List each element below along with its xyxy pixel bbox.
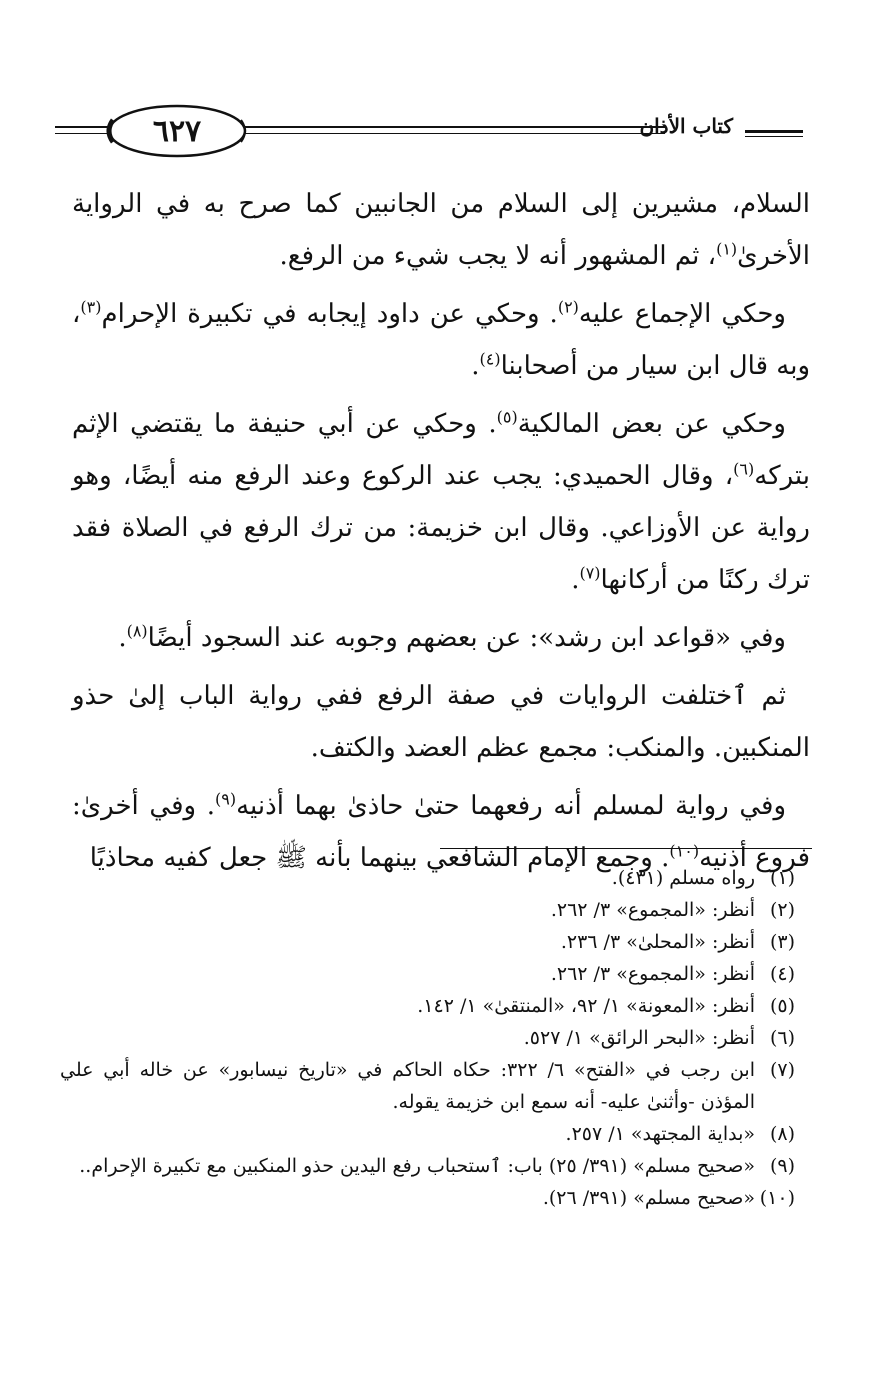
footnote <box>60 1054 795 1118</box>
paragraph <box>72 670 810 774</box>
page-number-frame <box>103 102 251 160</box>
footnote-number: (١٠) <box>759 1187 795 1209</box>
footnote-number: (٨) <box>769 1123 795 1145</box>
footnote-number: (٥) <box>769 995 795 1017</box>
footnote-number: (٧) <box>769 1059 795 1081</box>
paragraph-text: . وجمع الإمام الشافعي بينهما بأنه ﷺ جعل كفيه محاذيًا <box>89 843 670 873</box>
footnote-number: (٩) <box>769 1155 795 1177</box>
footnote-text: أنظر: «المجموع» ٣/ ٢٦٢. <box>550 963 755 985</box>
paragraph-text: . وحكي عن داود إيجابه في تكبيرة الإحرام <box>101 299 558 329</box>
footnote-text: رواه مسلم (٤٣١). <box>611 867 755 889</box>
paragraph <box>72 178 810 282</box>
footnote-reference: (٥) <box>496 407 518 427</box>
paragraph <box>72 288 810 392</box>
paragraph-text: . وحكي عن أبي حنيفة ما يقتضي الإثم بتركه <box>72 409 810 491</box>
footnote-text: «بداية المجتهد» ١/ ٢٥٧. <box>565 1123 755 1145</box>
paragraph-text: وحكي عن بعض المالكية <box>517 409 786 439</box>
footnote-text: أنظر: «البحر الرائق» ١/ ٥٢٧. <box>523 1027 755 1049</box>
book-title: كتاب الأذان <box>639 114 733 138</box>
paragraph-text: . <box>118 623 127 653</box>
paragraph <box>72 612 810 664</box>
footnote-reference: (١) <box>716 239 738 259</box>
footnote-separator <box>440 848 812 849</box>
footnote <box>60 990 795 1022</box>
header-dash <box>745 130 803 133</box>
header-rule-middle-thin <box>245 133 665 134</box>
footnote-number: (١) <box>769 867 795 889</box>
footnote-text: «صحيح مسلم» (٣٩١/ ٢٥) باب: ٱستحباب رفع اليدين حذو المنكبين مع تكبيرة الإحرام.. <box>79 1155 755 1177</box>
footnotes <box>60 862 795 1214</box>
footnote-number: (٤) <box>769 963 795 985</box>
footnote <box>60 862 795 894</box>
footnote-reference: (٨) <box>126 621 148 641</box>
paragraph-text: وحكي الإجماع عليه <box>578 299 786 329</box>
paragraph-text: ، ثم المشهور أنه لا يجب شيء من الرفع. <box>279 241 717 271</box>
paragraph <box>72 398 810 606</box>
footnote-reference: (١٠) <box>669 841 700 861</box>
header-rule-middle <box>245 126 665 128</box>
footnote-reference: (٦) <box>733 459 755 479</box>
footnote <box>60 1118 795 1150</box>
page-header <box>55 100 803 162</box>
paragraph-text: . <box>571 565 580 595</box>
paragraph-text: وفي رواية لمسلم أنه رفعهما حتىٰ حاذىٰ بهما أذنيه <box>236 791 786 821</box>
paragraph-text: . وفي أخرىٰ: فروع أذنيه <box>72 791 810 873</box>
footnote-reference: (٣) <box>80 297 102 317</box>
paragraph-text: السلام، مشيرين إلى السلام من الجانبين كما صرح به في الرواية الأخرىٰ <box>72 189 810 271</box>
paragraph-text: ، وبه قال ابن سيار من أصحابنا <box>72 299 810 381</box>
footnote-text: أنظر: «المعونة» ١/ ٩٢، «المنتقىٰ» ١/ ١٤٢. <box>417 995 755 1017</box>
footnote-reference: (٩) <box>215 789 237 809</box>
footnote-text: أنظر: «المحلىٰ» ٣/ ٢٣٦. <box>560 931 755 953</box>
footnote-number: (٢) <box>769 899 795 921</box>
footnote <box>60 958 795 990</box>
footnote-reference: (٢) <box>557 297 579 317</box>
paragraph-text: ثم ٱختلفت الروايات في صفة الرفع ففي رواية الباب إلىٰ حذو المنكبين. والمنكب: مجمع عظم العضد والكتف. <box>72 681 810 763</box>
footnote <box>60 926 795 958</box>
paragraph-text: . <box>471 351 480 381</box>
footnote-reference: (٧) <box>579 563 601 583</box>
footnote <box>60 1150 795 1182</box>
footnote-number: (٣) <box>769 931 795 953</box>
paragraph-text: وفي «قواعد ابن رشد»: عن بعضهم وجوبه عند السجود أيضًا <box>147 623 786 653</box>
header-dash-thin <box>745 136 803 137</box>
footnote <box>60 894 795 926</box>
footnote <box>60 1022 795 1054</box>
footnote-number: (٦) <box>769 1027 795 1049</box>
footnote-text: ابن رجب في «الفتح» ٦/ ٣٢٢: حكاه الحاكم في «تاريخ نيسابور» عن خاله أبي علي المؤذن -وأثنىٰ عليه- أنه سمع ابن خزيمة يقوله. <box>60 1059 755 1113</box>
footnote-reference: (٤) <box>479 349 501 369</box>
page-number: ٦٢٧ <box>152 114 202 149</box>
footnote <box>60 1182 795 1214</box>
main-text <box>72 178 810 890</box>
footnote-text: أنظر: «المجموع» ٣/ ٢٦٢. <box>550 899 755 921</box>
footnote-text: «صحيح مسلم» (٣٩١/ ٢٦). <box>542 1187 755 1209</box>
paragraph-text: ، وقال الحميدي: يجب عند الركوع وعند الرفع منه أيضًا، وهو رواية عن الأوزاعي. وقال ابن خزيمة: من ترك الرفع في الصلاة فقد ترك ركنًا من أركانها <box>72 461 810 595</box>
